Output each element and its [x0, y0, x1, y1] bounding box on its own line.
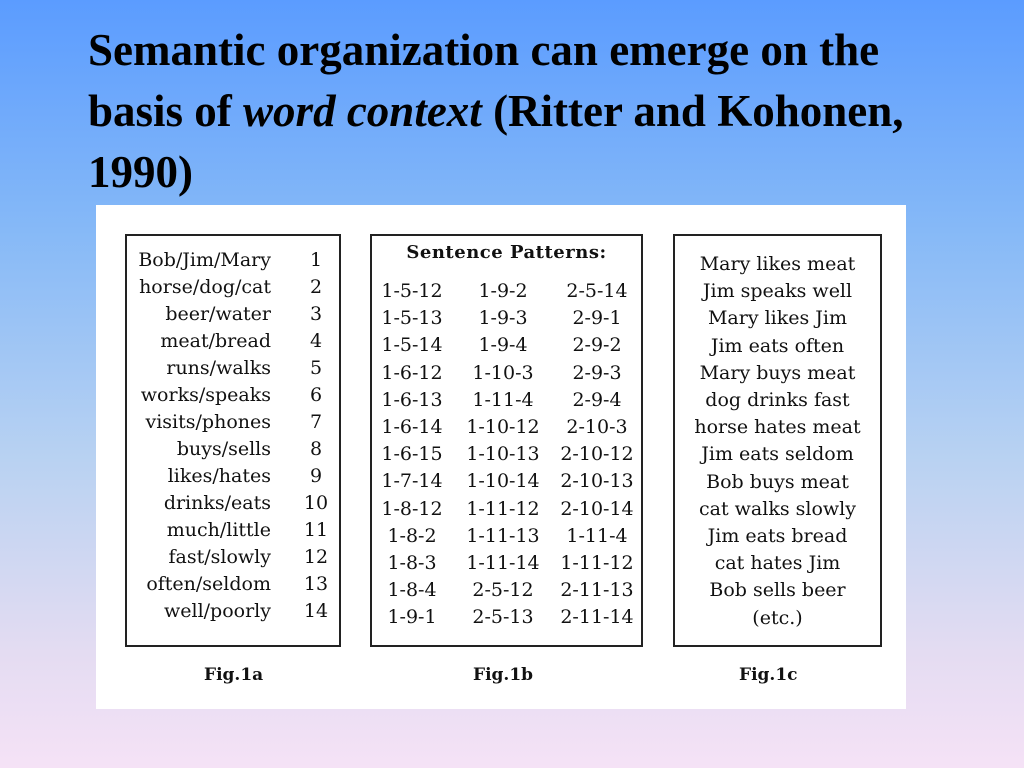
word-group: works/speaks [140, 384, 271, 406]
word-group: much/little [166, 519, 271, 541]
pattern-cell: 2-10-12 [560, 443, 634, 466]
word-group: Bob/Jim/Mary [138, 249, 271, 271]
word-group-number: 13 [303, 573, 329, 595]
fig-1c-caption: Fig.1c [739, 665, 798, 685]
example-sentence: cat hates Jim [714, 552, 841, 575]
example-sentence: cat walks slowly [699, 497, 856, 520]
pattern-cell: 2-5-14 [566, 280, 628, 302]
pattern-cell: 1-9-4 [478, 334, 528, 357]
example-sentence: horse hates meat [694, 416, 861, 439]
word-group: fast/slowly [168, 546, 271, 568]
pattern-cell: 2-9-2 [572, 334, 622, 357]
word-group: likes/hates [167, 465, 271, 487]
example-sentence: Mary buys meat [699, 361, 856, 384]
word-group-number: 9 [309, 465, 323, 487]
pattern-row [372, 278, 641, 305]
fig-1a-word-table [125, 234, 341, 647]
pattern-cell: 2-10-13 [560, 470, 634, 493]
pattern-cell: 2-11-14 [560, 606, 634, 629]
pattern-cell: 1-10-14 [466, 470, 540, 493]
fig-1a-caption: Fig.1a [204, 665, 264, 685]
word-group: horse/dog/cat [139, 276, 271, 298]
word-table-row [127, 463, 339, 490]
pattern-cell: 1-6-13 [381, 388, 443, 411]
word-group-number: 5 [309, 357, 323, 379]
example-sentence: dog drinks fast [705, 389, 850, 411]
pattern-row [372, 332, 641, 359]
word-group: often/seldom [146, 573, 271, 595]
word-group-number: 10 [303, 492, 329, 514]
word-group-number: 1 [309, 249, 323, 271]
pattern-cell: 1-10-12 [466, 416, 540, 438]
pattern-cell: 1-11-14 [466, 552, 540, 574]
example-sentence: Bob sells beer [709, 579, 846, 602]
example-sentence: Jim speaks well [702, 280, 853, 303]
example-sentence: (etc.) [752, 606, 803, 629]
fig-1c-example-sentences [673, 234, 882, 647]
word-table-row [127, 517, 339, 544]
pattern-cell: 2-10-3 [566, 416, 628, 438]
pattern-row [372, 305, 641, 332]
pattern-row [372, 414, 641, 441]
sentence-patterns-heading: Sentence Patterns: [406, 242, 607, 263]
pattern-cell: 1-5-12 [381, 280, 443, 302]
example-sentence: Jim eats often [710, 334, 845, 357]
title-part-2: (Ritter and Kohonen, 1990) [88, 86, 904, 197]
word-table-row [127, 382, 339, 409]
pattern-row [372, 387, 641, 414]
word-table-row [127, 436, 339, 463]
word-group: drinks/eats [163, 492, 271, 514]
pattern-cell: 2-9-4 [572, 388, 622, 411]
pattern-cell: 1-8-12 [381, 497, 443, 520]
pattern-cell: 1-10-13 [466, 443, 540, 466]
pattern-cell: 2-5-12 [472, 579, 534, 602]
pattern-cell: 1-11-12 [466, 497, 540, 520]
example-sentence: Jim eats seldom [701, 443, 854, 466]
pattern-cell: 1-11-12 [560, 552, 634, 574]
pattern-cell: 1-9-2 [478, 280, 528, 302]
pattern-cell: 2-9-3 [572, 361, 622, 384]
pattern-row [372, 468, 641, 495]
example-sentence: Bob buys meat [706, 470, 849, 493]
word-group: buys/sells [176, 438, 271, 460]
pattern-cell: 1-9-3 [478, 307, 528, 330]
word-group-number: 8 [309, 438, 323, 460]
word-group: visits/phones [145, 411, 271, 433]
pattern-row [372, 496, 641, 523]
word-group: beer/water [165, 303, 271, 325]
fig-1b-caption: Fig.1b [473, 665, 534, 685]
pattern-cell: 1-11-13 [466, 524, 540, 547]
pattern-row [372, 523, 641, 550]
word-table-row [127, 409, 339, 436]
word-group: runs/walks [166, 357, 271, 379]
word-group: well/poorly [164, 600, 271, 622]
pattern-cell: 1-10-3 [472, 361, 534, 384]
word-table-row [127, 490, 339, 517]
pattern-cell: 1-6-14 [381, 416, 443, 438]
word-table-row [127, 355, 339, 382]
word-group-number: 6 [309, 384, 323, 406]
pattern-row [372, 577, 641, 604]
pattern-cell: 1-11-4 [566, 524, 628, 547]
word-table-row [127, 544, 339, 571]
pattern-cell: 1-6-15 [381, 443, 443, 466]
word-table-row [127, 598, 339, 625]
figure-image [96, 205, 906, 709]
word-group: meat/bread [160, 330, 271, 352]
pattern-row [372, 604, 641, 631]
pattern-cell: 1-6-12 [381, 361, 443, 384]
pattern-cell: 1-11-4 [472, 388, 534, 411]
pattern-cell: 1-5-14 [381, 334, 443, 357]
word-group-number: 11 [303, 519, 329, 541]
word-table-row [127, 301, 339, 328]
pattern-row [372, 360, 641, 387]
example-sentence: Mary likes Jim [707, 307, 848, 330]
pattern-cell: 2-5-13 [472, 606, 534, 629]
word-group-number: 12 [303, 546, 329, 568]
pattern-cell: 1-5-13 [381, 307, 443, 330]
pattern-cell: 1-9-1 [387, 606, 437, 629]
word-group-number: 7 [309, 411, 323, 433]
pattern-row [372, 441, 641, 468]
word-group-number: 14 [303, 600, 329, 622]
word-group-number: 3 [309, 303, 323, 325]
pattern-cell: 2-9-1 [572, 307, 622, 330]
pattern-cell: 1-8-4 [387, 579, 437, 602]
word-table-row [127, 247, 339, 274]
pattern-cell: 1-7-14 [381, 470, 443, 493]
title-emphasis: word context [243, 86, 482, 136]
example-sentence: Mary likes meat [699, 253, 856, 275]
title-part-1: Semantic organization can emerge on the basis of [88, 25, 880, 136]
word-group-number: 4 [309, 330, 323, 352]
word-group-number: 2 [309, 276, 323, 298]
fig-1b-sentence-patterns [370, 234, 643, 647]
pattern-cell: 1-8-2 [387, 524, 437, 547]
pattern-cell: 2-11-13 [560, 579, 634, 602]
pattern-cell: 2-10-14 [560, 497, 634, 520]
word-table-row [127, 274, 339, 301]
pattern-cell: 1-8-3 [387, 552, 437, 574]
word-table-row [127, 328, 339, 355]
word-table-row [127, 571, 339, 598]
slide-title [88, 20, 968, 203]
pattern-row [372, 550, 641, 577]
example-sentence: Jim eats bread [707, 525, 848, 547]
